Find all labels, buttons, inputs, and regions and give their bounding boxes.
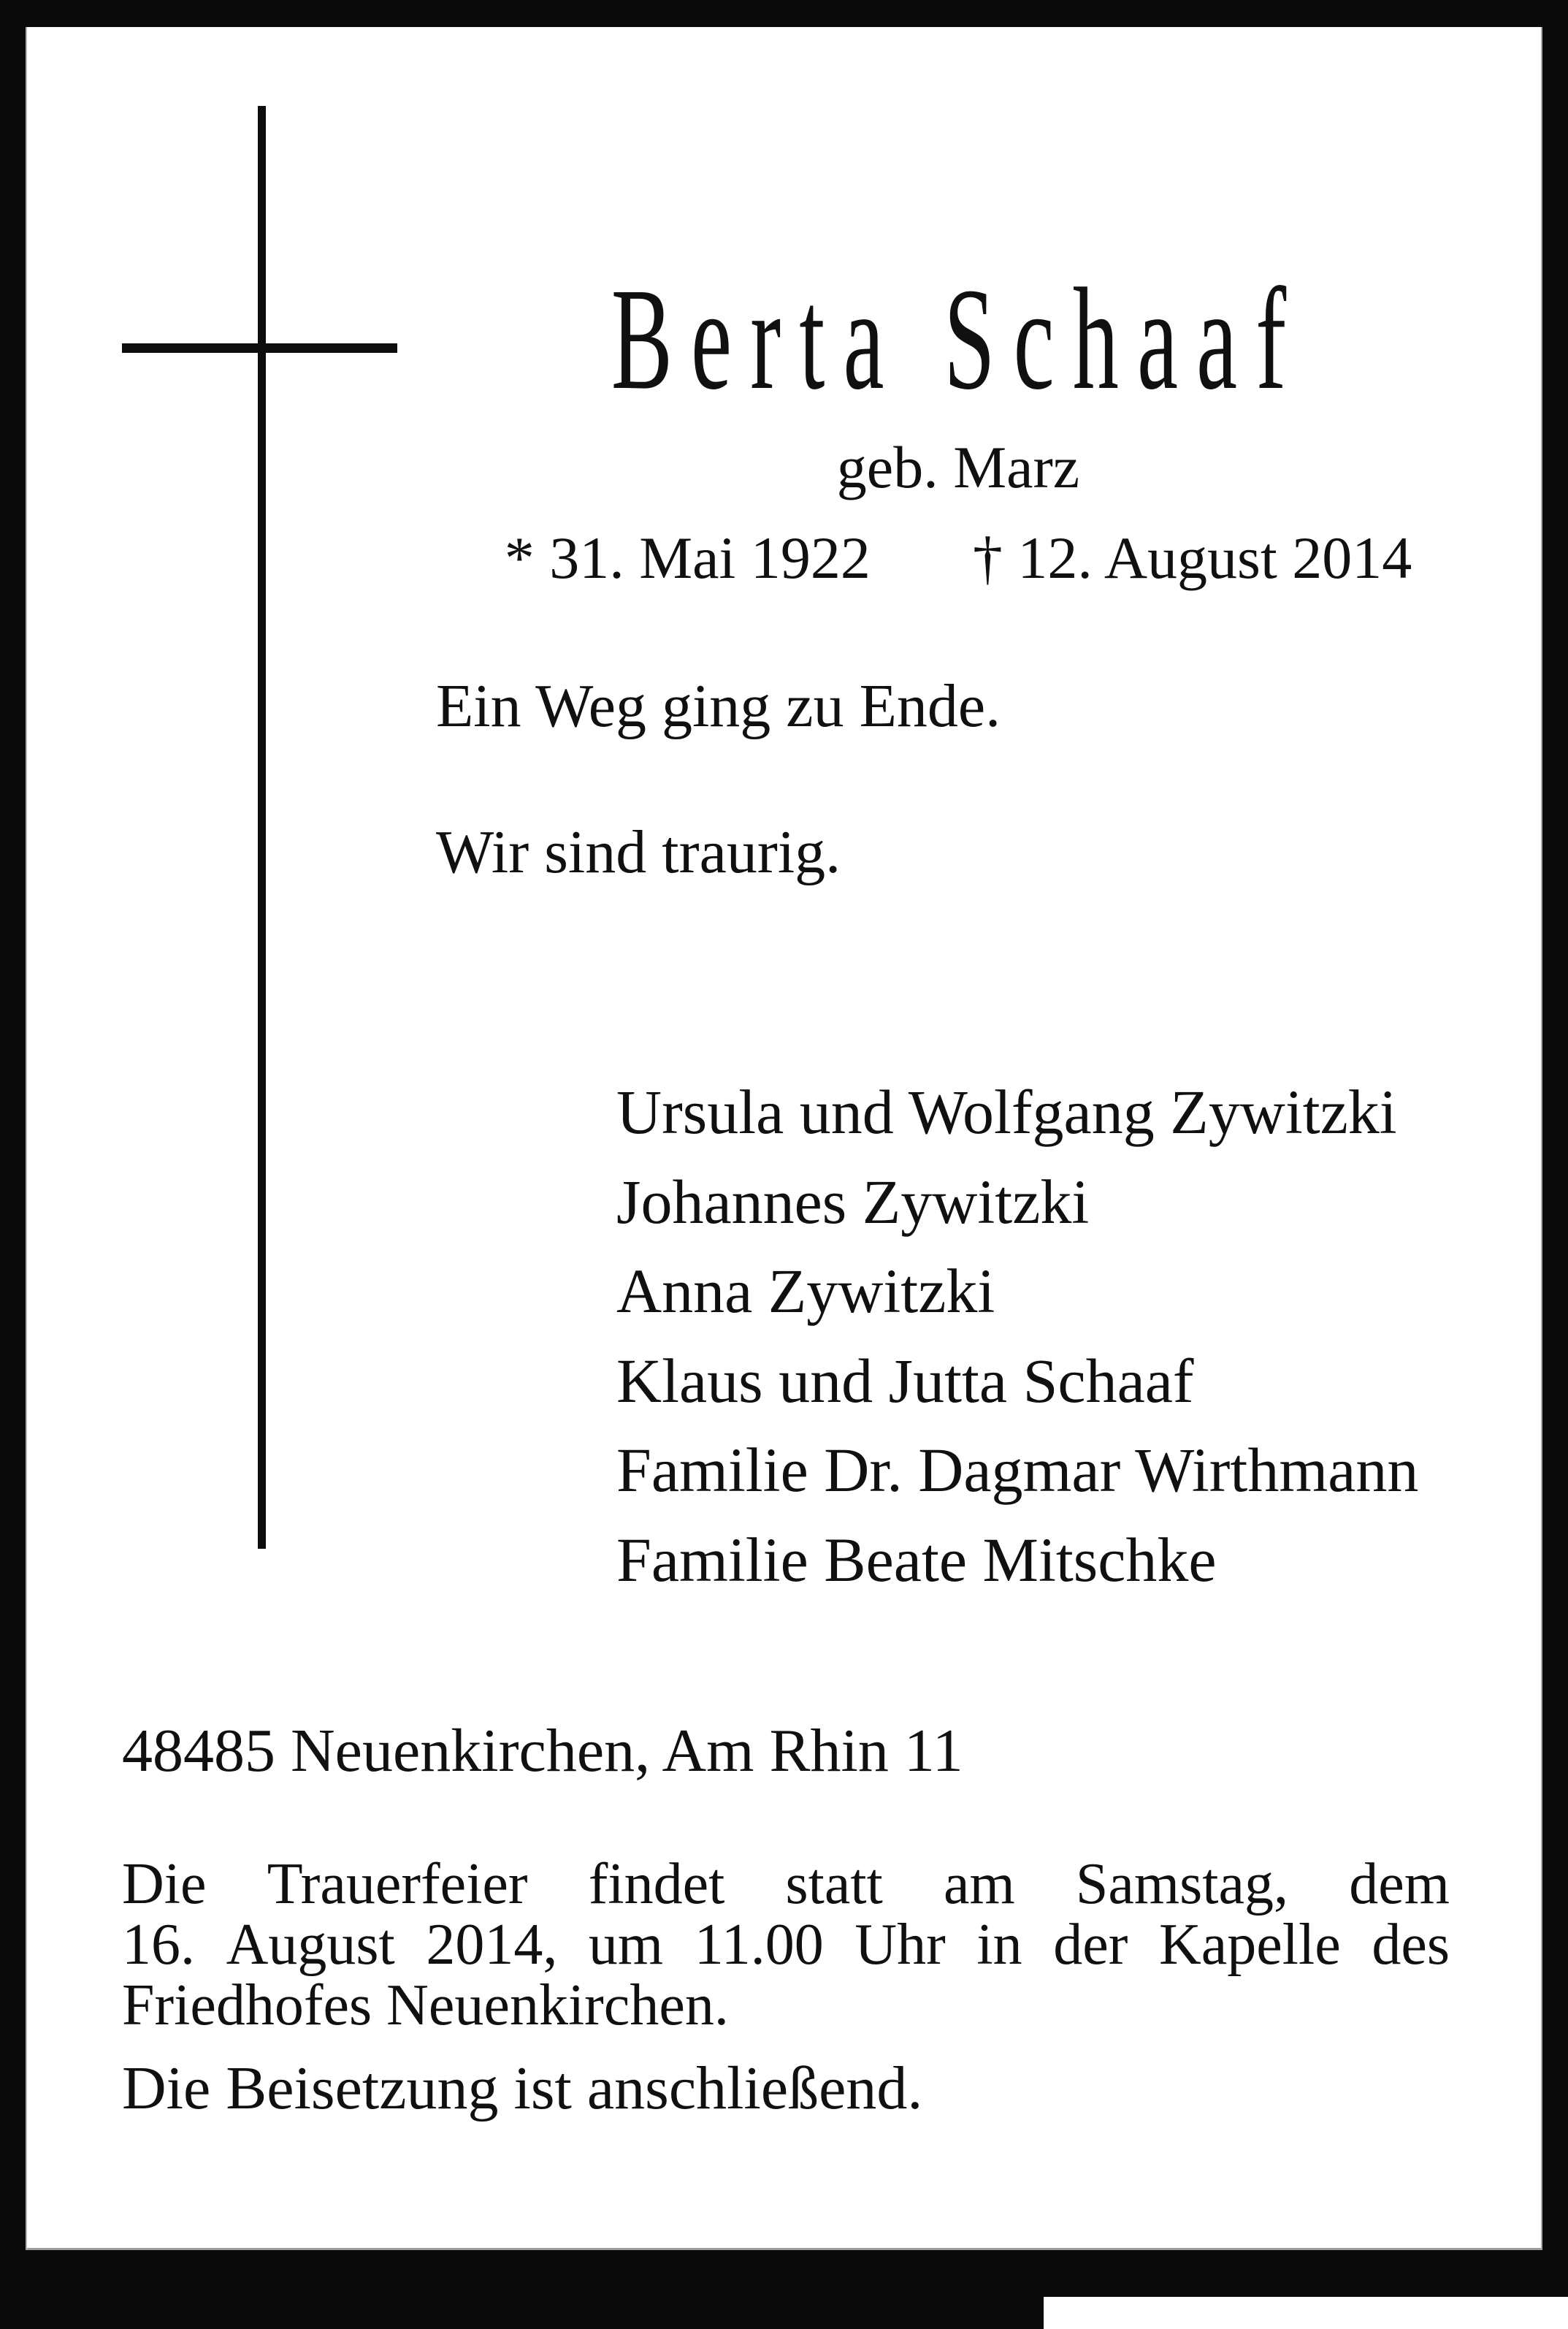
cross-vertical-bar	[258, 106, 266, 1549]
word: der	[1053, 1913, 1128, 1977]
word: Trauerfeier	[267, 1852, 528, 1916]
word: August	[226, 1913, 395, 1977]
mourner-line: Johannes Zywitzki	[616, 1166, 1090, 1237]
word: um	[588, 1913, 664, 1977]
address-line: 48485 Neuenkirchen, Am Rhin 11	[122, 1717, 963, 1785]
word: 11.00	[694, 1913, 824, 1977]
word: dem	[1349, 1852, 1450, 1916]
word: Uhr	[854, 1913, 946, 1977]
word: statt	[785, 1852, 883, 1916]
life-dates	[372, 525, 1544, 592]
deceased-name-text: Berta Schaaf	[611, 259, 1305, 420]
cross-horizontal-bar	[122, 343, 397, 353]
word: 2014,	[426, 1913, 558, 1977]
word: am	[944, 1852, 1015, 1916]
word: in	[976, 1913, 1022, 1977]
mourner-line: Familie Beate Mitschke	[616, 1524, 1217, 1595]
death-date: † 12. August 2014	[972, 525, 1412, 591]
funeral-line-2	[122, 1915, 1450, 1975]
birth-date: * 31. Mai 1922	[504, 525, 871, 591]
word: 16.	[122, 1913, 195, 1977]
word: Samstag,	[1075, 1852, 1289, 1916]
word: Kapelle	[1158, 1913, 1341, 1977]
corner-notch	[1044, 2297, 1568, 2329]
funeral-line-1	[122, 1854, 1450, 1915]
mourner-line: Familie Dr. Dagmar Wirthmann	[616, 1435, 1419, 1505]
obituary-page	[26, 27, 1542, 2250]
mourners-list	[616, 1067, 1418, 1604]
mourner-line: Anna Zywitzki	[616, 1256, 995, 1326]
funeral-line-3: Friedhofes Neuenkirchen.	[122, 1973, 729, 2038]
deceased-name	[372, 259, 1544, 420]
word: findet	[588, 1852, 725, 1916]
burial-line: Die Beisetzung ist anschließend.	[122, 2054, 923, 2122]
mourner-line: Klaus und Jutta Schaaf	[616, 1345, 1194, 1416]
word: des	[1372, 1913, 1450, 1977]
mourner-line: Ursula und Wolfgang Zywitzki	[616, 1077, 1397, 1147]
motto-line: Ein Weg ging zu Ende.	[436, 672, 1001, 740]
maiden-name: geb. Marz	[836, 434, 1080, 500]
grief-line: Wir sind traurig.	[436, 818, 841, 886]
word: Die	[122, 1852, 207, 1916]
funeral-paragraph	[122, 1854, 1450, 2036]
